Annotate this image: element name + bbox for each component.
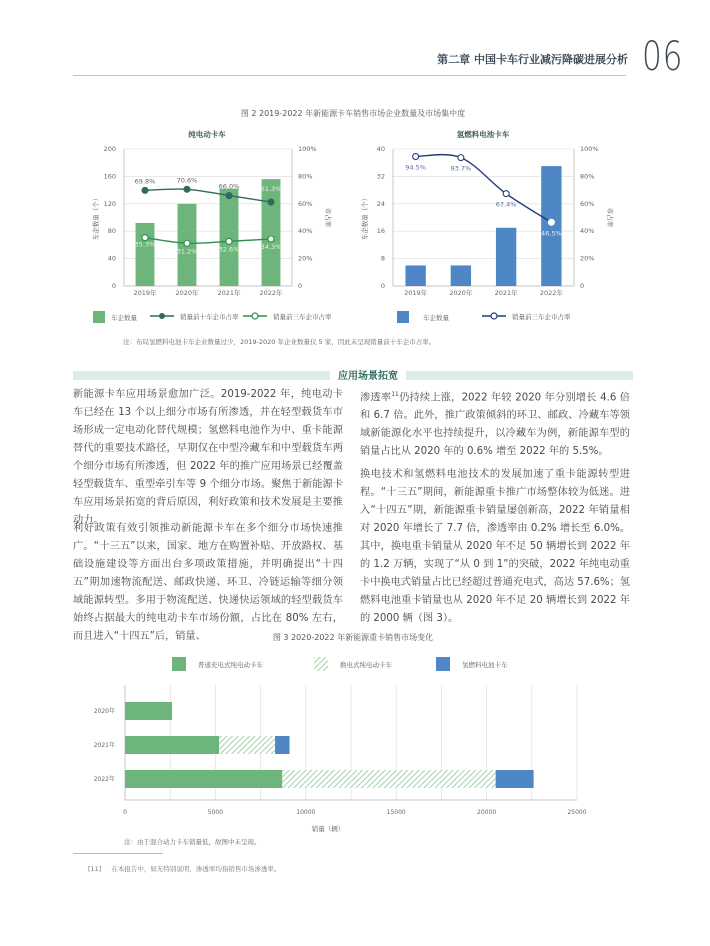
y2-tick-label: 20% xyxy=(580,254,595,263)
x-tick-label: 0 xyxy=(123,809,127,816)
y2-tick-label: 20% xyxy=(298,254,313,263)
bar-segment xyxy=(125,770,282,788)
y2-tick-label: 40% xyxy=(298,227,313,236)
x-tick-label: 25000 xyxy=(567,809,587,816)
legend-label: 销量前三车企市占率 xyxy=(512,312,571,321)
data-point xyxy=(184,240,190,246)
data-label: 61.3% xyxy=(260,185,282,194)
legend-left-top10 xyxy=(150,311,239,321)
bar xyxy=(220,189,239,286)
legend-label: 车企数量 xyxy=(423,313,449,322)
data-point xyxy=(184,186,190,192)
bar-segment xyxy=(219,736,275,754)
x-tick-label: 2019年 xyxy=(133,289,157,297)
y-tick-label: 2022年 xyxy=(93,776,115,783)
bar-segment xyxy=(125,702,172,720)
y2-axis-title: 市占率 xyxy=(324,207,332,228)
legend-label: 销量前三车企市占率 xyxy=(273,312,332,321)
legend-swatch-hatch xyxy=(314,657,328,671)
data-label: 94.5% xyxy=(405,163,426,172)
legend-label: 销量前十车企市占率 xyxy=(180,312,239,321)
x-tick-label: 2021年 xyxy=(494,289,518,297)
y-tick-label: 2020年 xyxy=(93,708,115,715)
legend-label: 换电式纯电动卡车 xyxy=(340,660,392,669)
figure2-charts xyxy=(73,125,643,305)
chart-hbar-plot xyxy=(94,685,587,816)
legend-label: 车企数量 xyxy=(111,313,137,322)
y2-tick-label: 40% xyxy=(580,227,595,236)
data-point xyxy=(268,236,274,242)
chapter-title: 第二章 中国卡车行业减污降碳进展分析 xyxy=(437,53,628,66)
footnote-marker: [11] xyxy=(88,865,102,873)
legend-left-top3 xyxy=(243,311,332,321)
y2-axis-title: 市占率 xyxy=(606,207,614,228)
section-title: 应用场景拓宽 xyxy=(330,367,406,382)
chart-left-title: 纯电动卡车 xyxy=(188,130,226,139)
figure2-note: 注：布局氢燃料电池卡车企业数量过少，2019-2020 年企业数量仅 5 家，因此未呈现销量前十车企市占率。 xyxy=(123,338,436,346)
bar xyxy=(136,223,155,286)
y-tick-label: 0 xyxy=(111,282,116,290)
body-paragraph: 换电技术和氢燃料电池技术的发展加速了重卡能源转型进程。“十三五”期间，新能源重卡推广市场整体较为低迷。进入“十四五”期，新能源重卡销量屡创新高，2022 年销量相对 2020 年增长了 7.7 倍，渗透率由 0.2% 增长至 6.0%。其中，换电重卡销量从 2020 年不足 50 辆增长到 2022 年的 1.2 万辆，实现了“从 0 到 1”的突破，2022 年纯电动重卡中换电式销量占比已经超过普通充电式，高达 57.6%；氢燃料电池重卡销量也从 2020 年不足 20 辆增长到 2022 年的 2000 辆（图 3）。 xyxy=(360,469,630,624)
series-line xyxy=(145,238,271,244)
data-point xyxy=(413,154,419,160)
legend-swatch-green xyxy=(172,657,186,671)
bar-segment xyxy=(275,736,289,754)
legend-swatch-green xyxy=(93,311,105,323)
bar xyxy=(405,265,425,286)
y-tick-label: 200 xyxy=(103,145,116,153)
body-paragraph: 新能源卡车应用场景愈加广泛。2019-2022 年，纯电动卡车已经在 13 个以上细分市场有所渗透，并在轻型载货车市场形成一定电动化替代规模；氢燃料电池作为中、重卡能源替代的重要技术路径，早期仅在中型冷藏车和中型载货车两个细分市场有所渗透，但 2022 年的推广应用场景已经覆盖轻型载货车、重型牵引车等 9 个细分市场。聚焦于新能源卡车应用场景拓宽的背后原因，利好政策和技术发展是主要推动力。 xyxy=(73,389,343,526)
chart-right-plot xyxy=(360,145,615,297)
x-tick-label: 2021年 xyxy=(217,289,241,297)
data-label: 93.7% xyxy=(450,164,472,173)
y2-tick-label: 60% xyxy=(298,199,313,208)
y2-tick-label: 100% xyxy=(580,145,599,153)
y-tick-label: 0 xyxy=(380,282,385,290)
legend-label: 氢燃料电池卡车 xyxy=(462,660,508,669)
legend-fig3-swap xyxy=(314,657,392,671)
y-tick-label: 16 xyxy=(376,227,385,236)
header-divider xyxy=(73,75,626,76)
y2-tick-label: 80% xyxy=(298,172,313,181)
x-tick-label: 15000 xyxy=(386,809,406,816)
data-label: 31.2% xyxy=(176,247,198,256)
figure3-note: 注：由于混合动力卡车销量低，故图中未呈现。 xyxy=(124,838,261,846)
y2-tick-label: 0 xyxy=(298,282,303,290)
data-point xyxy=(458,155,464,161)
y-tick-label: 80 xyxy=(107,227,116,236)
chart-right-title: 氢燃料电池卡车 xyxy=(456,130,510,139)
y-tick-label: 40 xyxy=(107,254,116,263)
legend-fig3-normal xyxy=(172,657,263,671)
legend-left-bar xyxy=(93,311,137,323)
data-label: 32.6% xyxy=(218,245,240,254)
y-tick-label: 2021年 xyxy=(93,742,115,749)
y-tick-label: 8 xyxy=(380,254,385,263)
y-tick-label: 160 xyxy=(103,172,116,181)
legend-label: 普通充电式纯电动卡车 xyxy=(198,660,263,669)
bar-segment xyxy=(282,770,495,788)
x-tick-label: 5000 xyxy=(207,809,224,816)
data-label: 34.3% xyxy=(260,243,282,252)
data-point xyxy=(548,219,554,225)
y-tick-label: 40 xyxy=(376,145,385,153)
y-tick-label: 120 xyxy=(103,199,116,208)
page-number: 06 xyxy=(642,34,684,80)
legend-line-open-green-icon xyxy=(243,311,267,321)
legend-swatch-blue xyxy=(397,311,409,323)
bar xyxy=(541,166,561,286)
data-point xyxy=(226,238,232,244)
footnote-text: 在本报告中，如无特别说明，渗透率均指销售市场渗透率。 xyxy=(111,865,281,873)
bar-segment xyxy=(496,770,534,788)
bar-segment xyxy=(125,736,219,754)
data-label: 69.8% xyxy=(134,177,156,186)
paragraph-text: 仍持续上涨，2022 年较 2020 年分别增长 4.6 倍和 6.7 倍。此外，推广政策倾斜的环卫、邮政、冷藏车等领域新能源化水平也持续提升，以冷藏车为例，新能源车型的销量占比从 2020 年的 0.6% 增至 2022 年的 5.5%。 xyxy=(360,392,630,458)
data-label: 46.5% xyxy=(541,229,562,238)
paragraph-text: 渗透率 xyxy=(360,392,392,404)
legend-swatch-blue xyxy=(436,657,450,671)
y2-tick-label: 60% xyxy=(580,199,595,208)
x-axis-label: 销量（辆） xyxy=(311,825,345,833)
x-tick-label: 2020年 xyxy=(449,289,473,297)
body-paragraph: 利好政策有效引领推动新能源卡车在多个细分市场快速推广。“十三五”以来，国家、地方在购置补贴、开放路权、基础设施建设等方面出台多项政策措施，并明确提出“十四五”期加速物流配送、邮政快递、环卫、冷链运输等细分领域能源转型。多用于物流配送、快递快运领域的轻型载货车始终占据最大的纯电动卡车市场份额，占比在 80% 左右，而且进入“十四五”后，销量、 xyxy=(73,523,343,642)
footnote-divider xyxy=(73,853,163,854)
y2-tick-label: 0 xyxy=(580,282,585,290)
x-tick-label: 10000 xyxy=(296,809,316,816)
data-label: 66.0% xyxy=(218,182,240,191)
chart-left-plot xyxy=(91,145,333,297)
footnote xyxy=(88,864,280,873)
x-tick-label: 2022年 xyxy=(259,289,283,297)
body-paragraph xyxy=(360,386,630,461)
figure2-title: 图 2 2019-2022 年新能源卡车销售市场企业数量及市场集中度 xyxy=(240,109,466,118)
data-point xyxy=(503,191,509,197)
y-tick-label: 24 xyxy=(376,199,385,208)
data-label: 70.6% xyxy=(176,176,198,185)
figure3-title: 图 3 2020-2022 年新能源重卡销售市场变化 xyxy=(272,633,434,642)
series-line xyxy=(416,155,552,223)
legend-fig3-fuelcell xyxy=(436,657,508,671)
y-axis-title: 车企数量（个） xyxy=(92,194,100,241)
x-tick-label: 2020年 xyxy=(175,289,199,297)
bar xyxy=(262,179,281,286)
data-point xyxy=(268,199,274,205)
legend-line-open-blue-icon xyxy=(482,311,506,321)
x-tick-label: 20000 xyxy=(477,809,497,816)
x-tick-label: 2019年 xyxy=(404,289,428,297)
footnote-ref[interactable]: 11 xyxy=(391,391,399,398)
data-label: 35.3% xyxy=(134,240,156,249)
legend-right-bar xyxy=(397,311,449,323)
bar xyxy=(496,228,516,286)
legend-right-top3 xyxy=(482,311,571,321)
bar xyxy=(451,265,471,286)
y-tick-label: 32 xyxy=(376,172,385,181)
y2-tick-label: 80% xyxy=(580,172,595,181)
data-point xyxy=(142,187,148,193)
x-tick-label: 2022年 xyxy=(539,289,563,297)
y-axis-title: 车企数量（个） xyxy=(361,194,369,241)
y2-tick-label: 100% xyxy=(298,145,317,153)
data-label: 67.4% xyxy=(495,200,517,209)
data-point xyxy=(226,193,232,199)
figure3-chart xyxy=(73,680,593,840)
legend-line-dark-icon xyxy=(150,311,174,321)
series-line xyxy=(145,189,271,202)
